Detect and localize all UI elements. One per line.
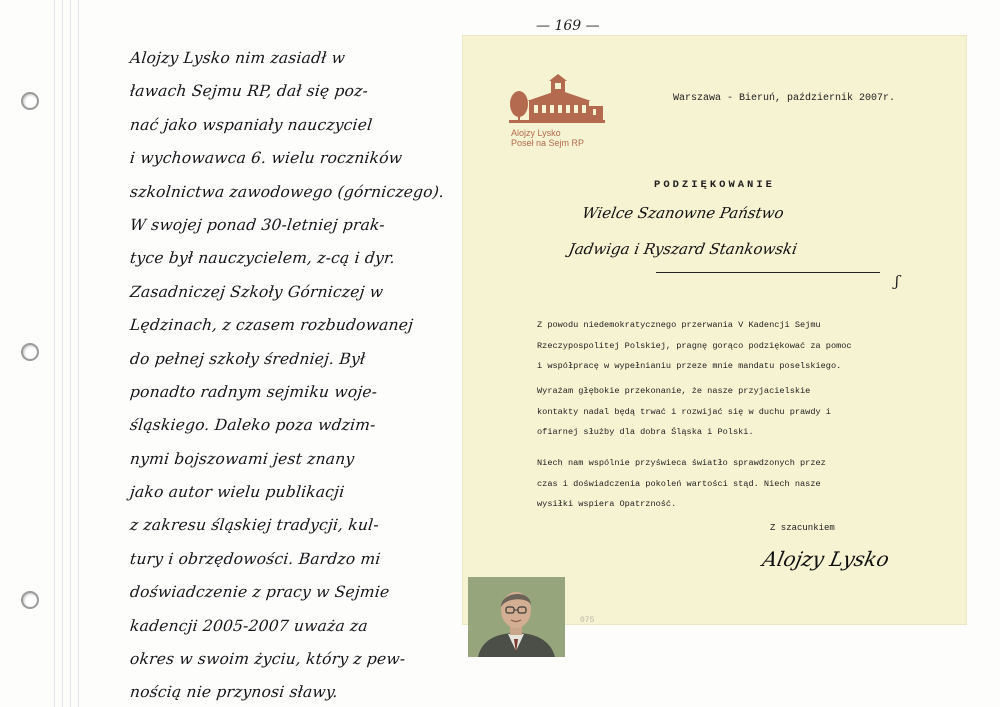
- margin-line: [62, 0, 63, 707]
- punch-hole: [21, 343, 39, 361]
- handwritten-line: W swojej ponad 30-letniej prak-: [129, 215, 386, 234]
- handwritten-line: i wychowawca 6. wielu roczników: [129, 149, 404, 168]
- handwritten-line: Alojzy Lysko nim zasiadł w: [129, 49, 347, 67]
- logo-name: Alojzy Lysko: [511, 128, 561, 138]
- page-number: — 169 —: [536, 18, 600, 34]
- underline-stroke: [656, 272, 880, 273]
- logo: [507, 74, 609, 148]
- handwritten-line: okres w swoim życiu, który z pew-: [129, 650, 407, 669]
- paragraph-line: Niech nam wspólnie przyświeca światło sprawdzonych przez: [537, 458, 826, 468]
- handwritten-line: nością nie przynosi sławy.: [129, 683, 339, 702]
- handwritten-line: szkolnictwa zawodowego (górniczego).: [129, 182, 446, 201]
- paragraph-line: czas i doświadczenia pokoleń wartości stąd. Niech nasze: [537, 478, 821, 489]
- handwritten-line: doświadczenie z pracy w Sejmie: [129, 583, 391, 602]
- salutation-line: Wielce Szanowne Państwo: [580, 204, 786, 222]
- letter-paragraph: [537, 315, 919, 377]
- handwritten-text: [130, 42, 460, 707]
- flourish-mark: ʃ: [895, 272, 900, 290]
- person-portrait-icon: [468, 577, 565, 657]
- handwritten-line: nać jako wspaniały nauczyciel: [129, 115, 374, 134]
- place-date: Warszawa - Bieruń, październik 2007r.: [673, 93, 896, 104]
- signature: Alojzy Lysko: [760, 547, 892, 571]
- logo-text: [511, 128, 609, 148]
- handwritten-line: ponadto radnym sejmiku woje-: [129, 382, 379, 401]
- handwritten-line: do pełnej szkoły średniej. Był: [129, 349, 367, 368]
- closing: Z szacunkiem: [770, 523, 835, 533]
- letter-heading: PODZIĘKOWANIE: [654, 179, 775, 191]
- letter-paragraph: [537, 453, 919, 515]
- margin-line: [78, 0, 79, 707]
- paragraph-line: i współpracę w wypełnianiu przeze mnie mandatu poselskiego.: [537, 361, 842, 371]
- handwritten-line: jako autor wielu publikacji: [129, 483, 346, 502]
- punch-hole: [21, 591, 39, 609]
- paragraph-line: ofiarnej służby dla dobra Śląska i Polski.: [537, 427, 754, 437]
- handwritten-line: tyce był nauczycielem, z-cą i dyr.: [129, 249, 396, 268]
- punch-hole: [21, 92, 39, 110]
- handwritten-line: śląskiego. Daleko poza wdzim-: [129, 416, 377, 435]
- portrait-photo: [468, 577, 565, 657]
- margin-line: [70, 0, 71, 707]
- handwritten-line: ławach Sejmu RP, dał się poz-: [129, 82, 369, 101]
- letter-paragraph: [537, 381, 919, 443]
- salutation-line: Jadwiga i Ryszard Stankowski: [567, 240, 799, 258]
- handwritten-line: Zasadniczej Szkoły Górniczej w: [129, 282, 385, 301]
- logo-title: Poseł na Sejm RP: [511, 138, 585, 148]
- paragraph-line: Z powodu niedemokratycznego przerwania V Kadencji Sejmu: [537, 320, 821, 330]
- thank-you-letter: [463, 36, 966, 624]
- building-logo-icon: [507, 74, 607, 126]
- handwritten-line: z zakresu śląskiej tradycji, kul-: [129, 516, 380, 535]
- handwritten-line: tury i obrzędowości. Bardzo mi: [129, 549, 382, 568]
- handwritten-line: nymi bojszowami jest znany: [129, 449, 356, 468]
- margin-line: [54, 0, 55, 707]
- paragraph-line: Wyrażam głębokie przekonanie, że nasze przyjacielskie: [537, 386, 811, 396]
- handwritten-line: Lędzinach, z czasem rozbudowanej: [129, 316, 415, 335]
- paragraph-line: kontakty nadal będą trwać i rozwijać się w duchu prawdy i: [537, 406, 831, 417]
- paragraph-line: Rzeczypospolitej Polskiej, pragnę gorąco podziękować za pomoc: [537, 340, 852, 351]
- stamp-mark: 075: [580, 616, 595, 625]
- paragraph-line: wysiłki wspiera Opatrzność.: [537, 499, 677, 509]
- handwritten-line: kadencji 2005-2007 uważa za: [129, 616, 369, 635]
